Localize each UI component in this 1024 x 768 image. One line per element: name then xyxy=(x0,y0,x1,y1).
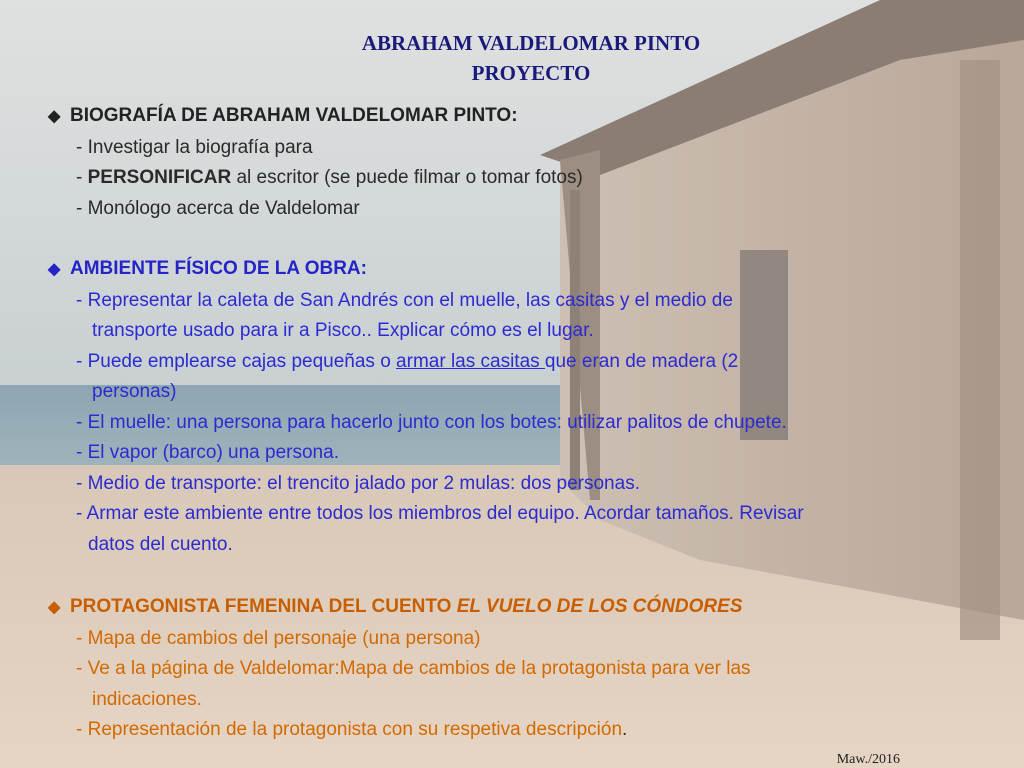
line-end: . xyxy=(622,719,628,740)
line-rest: que eran de madera (2 xyxy=(544,350,739,372)
heading-text: PROTAGONISTA FEMENINA DEL CUENTO xyxy=(70,596,457,617)
footer-credit: Maw./2016 xyxy=(836,752,900,767)
line-prefix: - xyxy=(76,167,88,188)
list-item-continued: personas) xyxy=(92,381,177,402)
list-item: - El muelle: una persona para hacerlo junto con los botes: utilizar palitos de chupete. xyxy=(76,411,787,433)
story-title: EL VUELO DE LOS CÓNDORES xyxy=(456,596,743,617)
section-heading xyxy=(48,254,804,286)
diamond-bullet-icon: ◆ xyxy=(48,599,61,616)
list-item: - Monólogo acerca de Valdelomar xyxy=(76,197,360,219)
list-item: - Ve a la página de Valdelomar:Mapa de cambios de la protagonista para ver las xyxy=(76,658,751,679)
section-heading xyxy=(48,101,583,133)
title-line-1: ABRAHAM VALDELOMAR PINTO xyxy=(361,31,701,55)
list-item xyxy=(48,715,751,746)
list-item: - Investigar la biografía para xyxy=(76,136,313,158)
list-item: - Mapa de cambios del personaje (una persona) xyxy=(76,627,481,649)
section-protagonista xyxy=(48,592,751,746)
slide-title xyxy=(0,28,1024,88)
title-line-2: PROYECTO xyxy=(471,61,591,85)
list-item xyxy=(48,163,583,194)
bold-text: PERSONIFICAR xyxy=(87,167,232,188)
diamond-bullet-icon: ◆ xyxy=(48,108,61,125)
heading-text: BIOGRAFÍA DE ABRAHAM VALDELOMAR PINTO: xyxy=(70,105,518,126)
line-text: - Representación de la protagonista con su respetiva descripción xyxy=(76,719,623,740)
list-item: - El vapor (barco) una persona. xyxy=(76,442,339,463)
list-item-continued: datos del cuento. xyxy=(88,533,233,555)
list-item xyxy=(48,347,804,378)
list-item-continued: indicaciones. xyxy=(92,688,202,710)
heading-text: AMBIENTE FÍSICO DE LA OBRA: xyxy=(70,258,367,279)
line-prefix: - Puede emplearse cajas pequeñas o xyxy=(76,350,397,372)
list-item: - Armar este ambiente entre todos los miembros del equipo. Acordar tamaños. Revisar xyxy=(76,503,804,524)
list-item: - Representar la caleta de San Andrés con el muelle, las casitas y el medio de xyxy=(76,289,733,311)
underlined-text: armar las casitas xyxy=(396,350,545,372)
section-biografia xyxy=(48,101,583,224)
diamond-bullet-icon: ◆ xyxy=(48,261,61,278)
section-heading xyxy=(48,592,751,624)
section-ambiente xyxy=(48,254,804,560)
list-item-continued: transporte usado para ir a Pisco.. Explicar cómo es el lugar. xyxy=(92,320,594,341)
line-rest: al escritor (se puede filmar o tomar fotos) xyxy=(231,167,583,188)
list-item: - Medio de transporte: el trencito jalado por 2 mulas: dos personas. xyxy=(76,472,640,494)
